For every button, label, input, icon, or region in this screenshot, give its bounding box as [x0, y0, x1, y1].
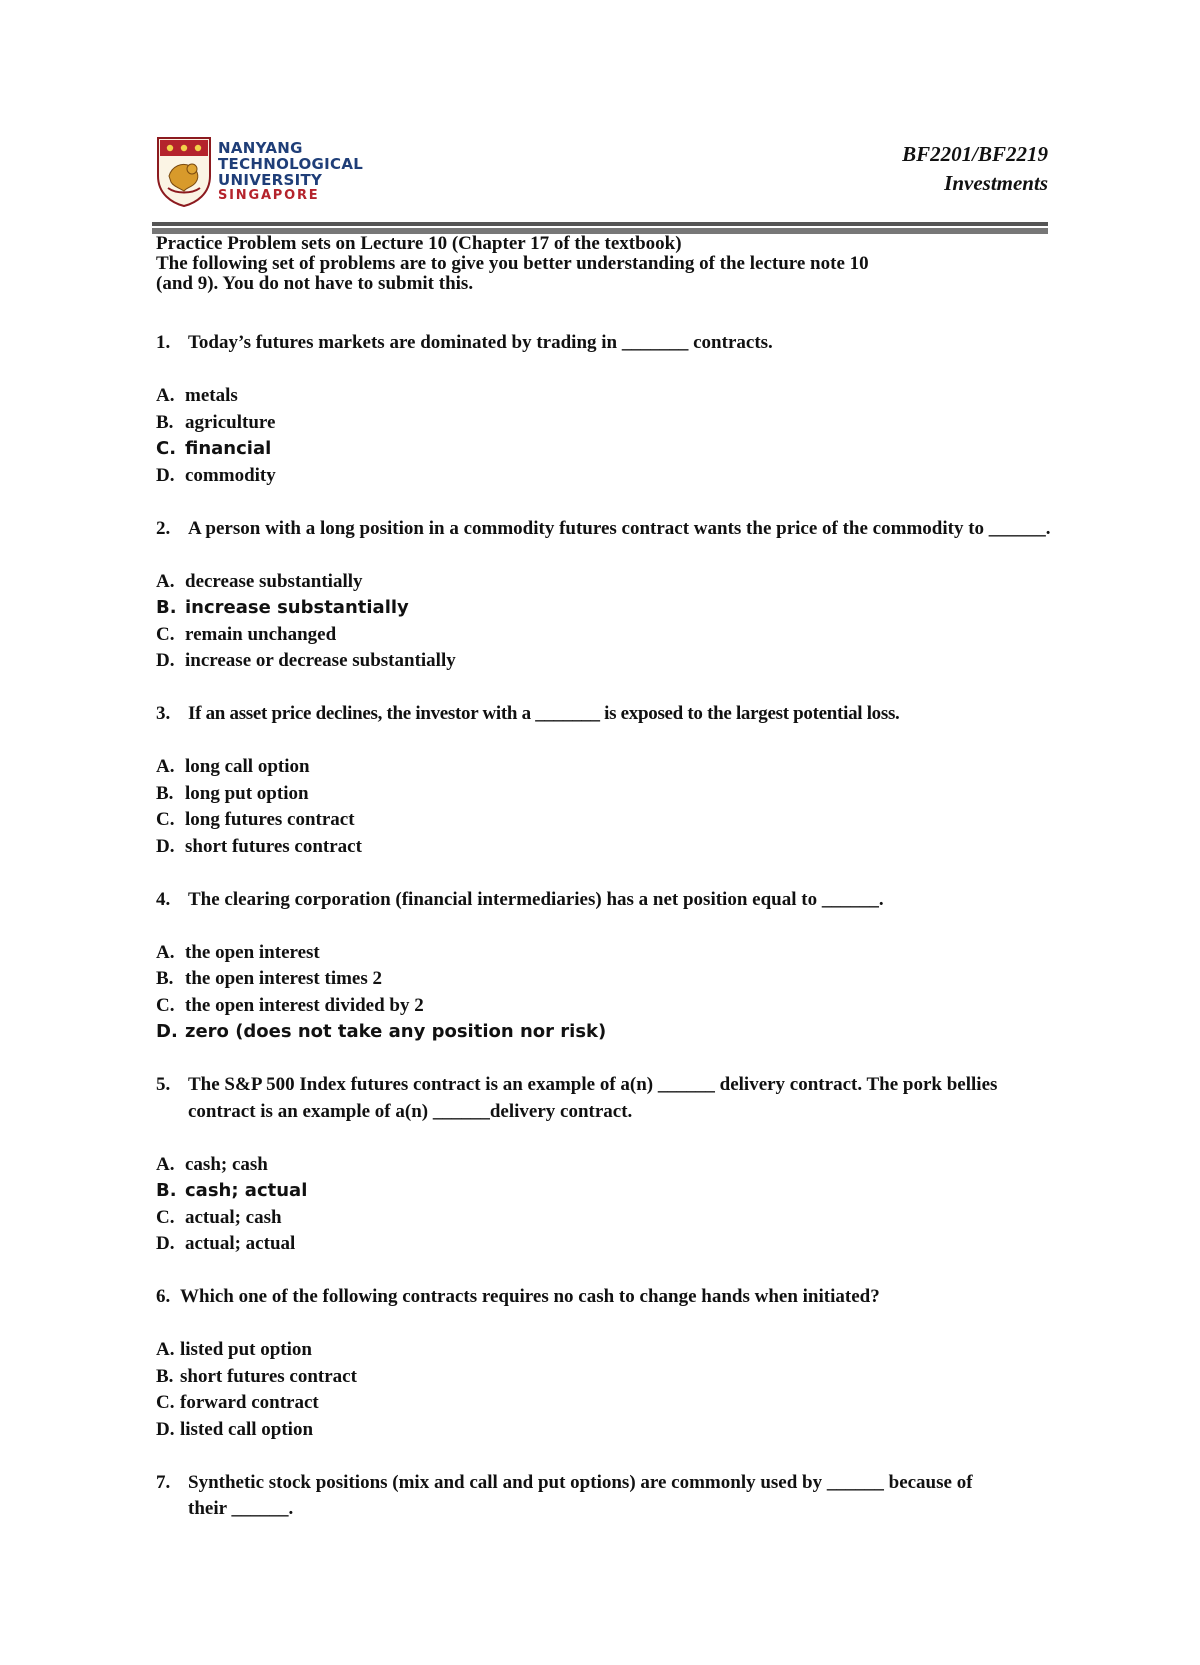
- logo-wordmark: [218, 140, 363, 204]
- option-label: B.: [156, 597, 177, 618]
- question-text: Today’s futures markets are dominated by trading in _______ contracts.: [188, 332, 773, 353]
- ntu-crest-icon: [156, 136, 212, 208]
- question-text: The clearing corporation (financial intermediaries) has a net position equal to ______.: [188, 888, 884, 910]
- option-5b: [156, 1178, 1062, 1205]
- question-number: 5.: [156, 1074, 171, 1095]
- option-label: C.: [156, 438, 177, 459]
- option-text: commodity: [185, 464, 276, 486]
- option-4d: [156, 1019, 1062, 1046]
- option-label: A.: [156, 570, 175, 592]
- option-text: listed put option: [180, 1339, 312, 1360]
- logo-line-nanyang: NANYANG: [218, 139, 303, 157]
- option-text: long futures contract: [185, 809, 355, 830]
- question-5: [156, 1072, 1062, 1125]
- question-number: 7.: [156, 1471, 171, 1493]
- option-4a: [156, 940, 1062, 967]
- option-text: the open interest: [185, 941, 320, 963]
- question-7: [156, 1470, 1062, 1523]
- question-text: If an asset price declines, the investor with a _______ is exposed to the largest potential loss.: [188, 703, 900, 724]
- question-text: A person with a long position in a commodity futures contract wants the price of the commodity to ______.: [188, 517, 1051, 539]
- option-label: C.: [156, 994, 175, 1016]
- logo-line-university: UNIVERSITY: [218, 171, 323, 189]
- option-label: D.: [156, 1021, 178, 1042]
- option-text: short futures contract: [180, 1365, 357, 1387]
- option-label: D.: [156, 1233, 175, 1254]
- option-6b: [156, 1364, 1062, 1391]
- option-2c: [156, 622, 1062, 649]
- option-6d: [156, 1417, 1062, 1444]
- option-label: A.: [156, 941, 175, 963]
- option-text: long call option: [185, 756, 310, 777]
- option-1c: [156, 436, 1062, 463]
- option-text: cash; cash: [185, 1153, 268, 1175]
- question-4: [156, 887, 1062, 914]
- option-text: long put option: [185, 782, 309, 804]
- option-text: cash; actual: [185, 1180, 308, 1201]
- option-label: B.: [156, 411, 174, 433]
- option-text: remain unchanged: [185, 623, 337, 645]
- option-6a: [156, 1337, 1062, 1364]
- option-label: D.: [156, 464, 175, 486]
- option-3d: [156, 834, 1062, 861]
- question-1: [156, 330, 1062, 357]
- course-header: [902, 140, 1048, 198]
- option-2d: [156, 648, 1062, 675]
- option-label: A.: [156, 385, 175, 406]
- option-label: B.: [156, 1180, 177, 1201]
- question-number: 1.: [156, 332, 171, 353]
- option-text: forward contract: [180, 1392, 319, 1413]
- question-number: 6.: [156, 1286, 171, 1307]
- option-3c: [156, 807, 1062, 834]
- option-text: actual; actual: [185, 1233, 296, 1254]
- option-text: decrease substantially: [185, 570, 363, 592]
- course-code: BF2201/BF2219: [902, 142, 1048, 166]
- option-label: B.: [156, 782, 174, 804]
- option-5d: [156, 1231, 1062, 1258]
- option-text: financial: [185, 438, 272, 459]
- option-label: C.: [156, 623, 175, 645]
- option-label: B.: [156, 968, 174, 989]
- option-text: short futures contract: [185, 835, 362, 857]
- option-1a: [156, 383, 1062, 410]
- intro-block: [156, 234, 1056, 294]
- option-label: C.: [156, 809, 175, 830]
- option-3a: [156, 754, 1062, 781]
- option-4b: [156, 966, 1062, 993]
- intro-line-2: (and 9). You do not have to submit this.: [156, 273, 474, 294]
- question-list: [156, 330, 1062, 1523]
- option-1b: [156, 410, 1062, 437]
- option-4c: [156, 993, 1062, 1020]
- option-text: the open interest divided by 2: [185, 994, 424, 1016]
- course-name: Investments: [944, 171, 1048, 195]
- option-text: agriculture: [185, 411, 276, 433]
- logo-line-technological: TECHNOLOGICAL: [218, 155, 364, 173]
- option-label: D.: [156, 835, 175, 857]
- question-text: Synthetic stock positions (mix and call and put options) are commonly used by ______ because of their ______.: [188, 1471, 973, 1519]
- option-2a: [156, 569, 1062, 596]
- option-label: A.: [156, 756, 175, 777]
- option-label: A.: [156, 1339, 175, 1360]
- question-text: Which one of the following contracts requires no cash to change hands when initiated?: [180, 1286, 880, 1307]
- option-6c: [156, 1390, 1062, 1417]
- university-logo: [156, 136, 364, 208]
- option-label: B.: [156, 1365, 174, 1387]
- intro-line-1: The following set of problems are to give you better understanding of the lecture note 10: [156, 253, 869, 274]
- option-text: the open interest times 2: [185, 968, 383, 989]
- option-5c: [156, 1205, 1062, 1232]
- option-text: increase substantially: [185, 597, 409, 618]
- question-3: [156, 701, 1062, 728]
- question-number: 4.: [156, 888, 171, 910]
- option-2b: [156, 595, 1062, 622]
- question-number: 2.: [156, 517, 171, 539]
- option-1d: [156, 463, 1062, 490]
- option-text: zero (does not take any position nor risk): [185, 1021, 607, 1042]
- question-2: [156, 516, 1062, 543]
- option-label: A.: [156, 1153, 175, 1175]
- option-3b: [156, 781, 1062, 808]
- option-5a: [156, 1152, 1062, 1179]
- option-text: listed call option: [180, 1418, 314, 1440]
- option-label: C.: [156, 1206, 175, 1228]
- question-text: The S&P 500 Index futures contract is an example of a(n) ______ delivery contract. The pork bellies contract is an example of a(n) ______delivery contract.: [188, 1074, 998, 1122]
- option-text: increase or decrease substantially: [185, 650, 456, 671]
- question-number: 3.: [156, 703, 171, 724]
- option-text: actual; cash: [185, 1206, 282, 1228]
- option-text: metals: [185, 385, 238, 406]
- logo-line-singapore: SINGAPORE: [218, 188, 320, 203]
- intro-title: Practice Problem sets on Lecture 10 (Chapter 17 of the textbook): [156, 233, 682, 254]
- option-label: D.: [156, 1418, 175, 1440]
- question-6: [156, 1284, 1062, 1311]
- option-label: C.: [156, 1392, 175, 1413]
- option-label: D.: [156, 650, 175, 671]
